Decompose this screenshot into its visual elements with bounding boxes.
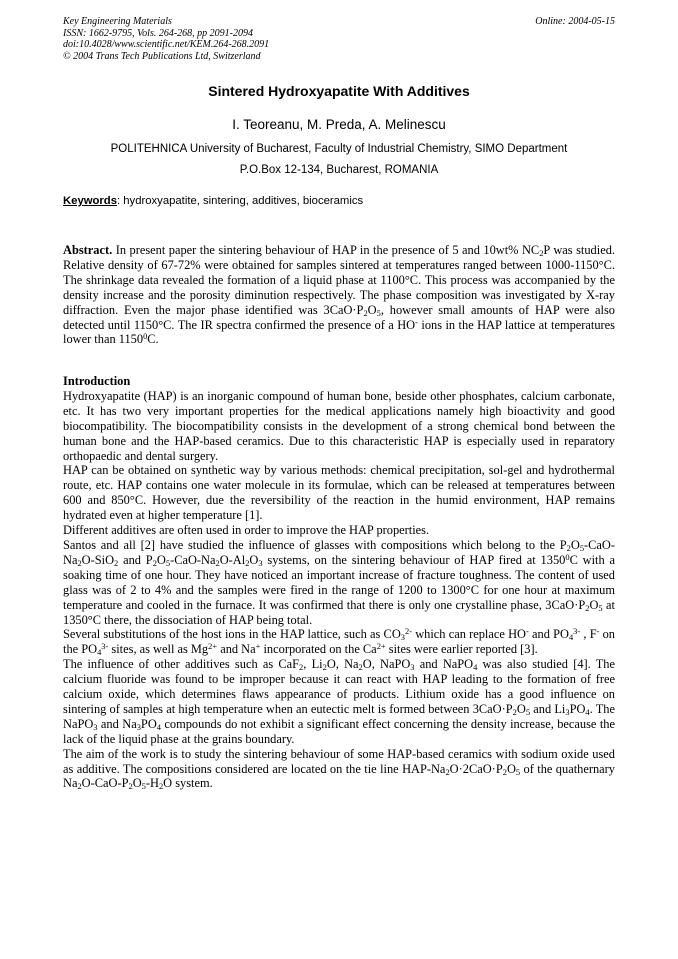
paragraph: HAP can be obtained on synthetic way by various methods: chemical precipitation, sol-gel and hydrothermal route, etc. HAP contains one water molecule in its formulae, which can be released at temperatures between 600 and 850°C. However, due the reversibility of the reaction in the humid environment, HAP remains hydrated even at higher temperature [1]. [63,463,615,523]
paragraph: Hydroxyapatite (HAP) is an inorganic compound of human bone, beside other phosphates, calcium carbonate, etc. It has two very important properties for the medical applications namely high bioactivity and good biocompatibility. The biocompatibility consists in the development of a strong chemical bond between the human bone and the HAP-based ceramics. Due to this characteristic HAP is especially used in reparatory orthopaedic and dental surgery. [63,388,615,463]
journal-name: Key Engineering Materials [63,16,172,27]
copyright-line: © 2004 Trans Tech Publications Ltd, Switzerland [63,50,261,62]
paragraph: The influence of other additives such as CaF$_2$, $Li_2O$, $Na_2O$, NaPO$_3$ and NaPO$_4$ was also studied [4]. The calcium fluoride was found to be improper because it can react with HAP leading to the formation of free calcium oxide, which determines flaws appearance of products. Lithium oxide has a good influence on sintering of samples at high temperature when an eutectic melt is formed between $3CaO\cdot P_2O_5$ and $Li_3PO_4$. The NaPO$_3$ and $Na_3PO_4$ compounds do not exhibit a significant effect concerning the density increase, because the lack of the liquid phase at the grains boundary. [63,657,616,746]
paragraph: Different additives are often used in order to improve the HAP properties. [63,523,430,538]
abstract-paragraph: Abstract. In present paper the sintering behaviour of HAP in the presence of 5 and 10wt% $NC_2P$ was studied. Relative density of 67-72% were obtained for samples sintered at temperatures ranged between 1000-1150°C. The shrinkage data revealed the formation of a liquid phase at 1100°C. This process was accompanied by the density increase and the porosity diminution respectively. The phase composition was investigated by X-ray diffraction. Even the major phase identified was $3CaO\cdot P_2O_5$, however small amounts of HAP were also detected until 1150°C. The IR spectra confirmed the presence of a HO- ions in the HAP lattice at temperatures lower than 1150$^0$C. [63,243,615,347]
abstract [63,243,615,347]
affiliation-address: P.O.Box 12-134, Bucharest, ROMANIA [239,164,439,176]
paper-title: Sintered Hydroxyapatite With Additives [208,83,470,99]
keywords-label: Keywords [63,195,117,207]
abstract-label: Abstract. [63,243,113,257]
introduction-section [63,374,615,791]
issn-line: ISSN: 1662-9795, Vols. 264-268, pp 2091-2094 [63,27,253,39]
paper-authors: I. Teoreanu, M. Preda, A. Melinescu [232,117,446,132]
paragraph: The aim of the work is to study the sintering behaviour of some HAP-based ceramics with sodium oxide used as additive. The compositions considered are located on the tie line HAP-$Na_2O\cdot 2CaO\cdot P_2O_5$ of the quathernary $Na_2O-CaO-P_2O_5-H_2O$ system. [63,746,615,792]
affiliation-line: POLITEHNICA University of Bucharest, Faculty of Industrial Chemistry, SIMO Department [110,143,568,155]
section-heading: Introduction [63,374,131,388]
publication-header [63,16,615,62]
keywords-text: : hydroxyapatite, sintering, additives, bioceramics [117,195,364,207]
online-date: Online: 2004-05-15 [535,16,615,27]
doi-line: doi:10.4028/www.scientific.net/KEM.264-268.2091 [63,39,270,50]
paragraph: Santos and all [2] have studied the influence of glasses with compositions which belong to the $P_2O_5-CaO-Na_2O-SiO_2$ and $P_2O_5-CaO-Na_2O-Al_2O_3$ systems, on the sintering behaviour of HAP fired at 1350$^0$C with a soaking time of one hour. They have noticed an important increase of fracture toughness. The content of used glass was of 2 to 4% and the samples were fired in the range of 1200 to 1300°C for one hour at maximum temperature and cooled in the furnace. It was confirmed that there is only one crystalline phase, $3CaO\cdot P_2O_5$ at 1350°C there, the dissociation of HAP being total. [63,537,616,627]
affiliation [63,139,615,181]
keywords [63,195,615,207]
paragraph: Several substitutions of the host ions in the HAP lattice, such as $CO_3^{2-}$ which can replace HO- and $PO_4^{3-}$ , F- on the $PO_4^{3-}$ sites, as well as $Mg^{2+}$ and Na+ incorporated on the $Ca^{2+}$ sites were earlier reported [3]. [63,626,616,658]
